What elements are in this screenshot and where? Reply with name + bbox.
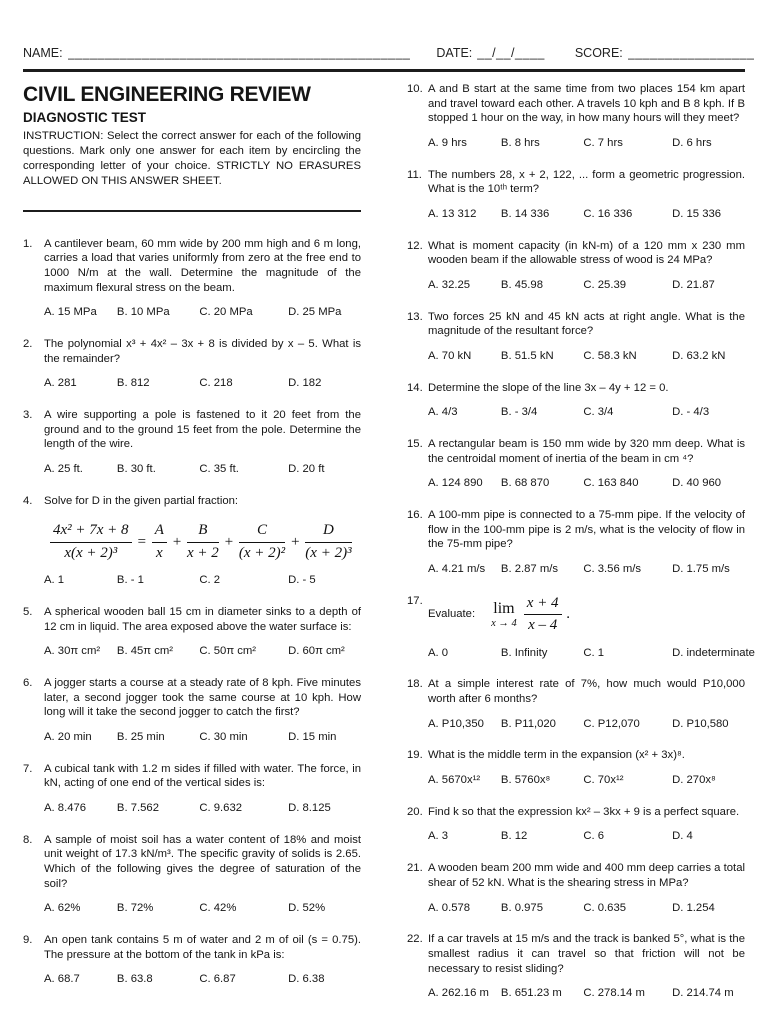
question-text-content: The numbers 28, x + 2, 122, ... form a geometric progression. What is the 10ᵗʰ term? [428, 168, 745, 196]
limit-subscript: x → 4 [491, 618, 517, 630]
math-formula [491, 594, 575, 636]
formula-block [50, 521, 361, 563]
question-body [428, 381, 745, 420]
choice-option: C. P12,070 [583, 717, 640, 730]
choice-option: B. Infinity [500, 646, 548, 659]
question-text-content: If a car travels at 15 m/s and the track is banked 5°, what is the smallest radius it can travel so that friction will not be necessary to resist sliding? [428, 933, 745, 975]
question-text-content: A and B start at the same time from two places 154 km apart and travel toward each other. A travels 10 kph and B 8 kph. If B stopped 1 hour on the way, in how many hours will they meet? [428, 83, 745, 125]
choice-option: B. 2.87 m/s [500, 563, 559, 576]
choice-option: B. 10 MPa [116, 306, 170, 319]
question-number: 3. [23, 409, 33, 421]
fraction [187, 521, 219, 563]
choice-option: C. 30 min [199, 731, 248, 744]
question-body [428, 861, 745, 915]
choices-row [428, 773, 745, 788]
choice-option: B. 0.975 [500, 901, 543, 914]
choice-option: D. P10,580 [672, 717, 729, 730]
name-field [23, 46, 410, 60]
choice-option: D. 6 hrs [672, 137, 712, 150]
question-body [428, 508, 745, 577]
choice-option: D. - 4/3 [672, 406, 710, 419]
math-operator: + [290, 533, 301, 550]
fraction-denominator: (x + 2)³ [305, 544, 352, 561]
question-text [428, 805, 745, 820]
questions-right [407, 82, 755, 1001]
question-text-content: Two forces 25 kN and 45 kN acts at right angle. What is the magnitude of the resultant force? [428, 310, 745, 338]
question-text-content: What is moment capacity (in kN-m) of a 120 mm x 230 mm wooden beam if the allowable stress of wood is 24 MPa? [428, 239, 745, 267]
choice-option: C. 163 840 [583, 477, 639, 490]
choice-option: B. 7.562 [116, 802, 159, 815]
choice-option: B. 63.8 [116, 973, 153, 986]
choice-option: B. 812 [116, 377, 150, 390]
math-formula [50, 521, 352, 563]
choice-option: D. 270x⁸ [672, 774, 716, 787]
question-number: 19. [407, 749, 423, 762]
choice-option: A. 4/3 [428, 406, 458, 419]
choice-option: C. 7 hrs [583, 137, 623, 150]
fraction-numerator: A [152, 521, 167, 543]
math-operator: . [566, 606, 571, 623]
question-text [428, 861, 745, 890]
choice-option: A. 5670x¹² [428, 774, 481, 787]
choice-option: D. 60π cm² [288, 645, 345, 658]
choices-row [44, 644, 361, 659]
fraction [152, 521, 167, 563]
choices-row [428, 278, 745, 293]
choice-option: D. indeterminate [672, 646, 755, 659]
choices-row [44, 462, 361, 477]
question-body [44, 337, 361, 391]
question-text [428, 594, 745, 636]
math-operator: + [223, 533, 234, 550]
score-field [575, 46, 755, 60]
choice-option: D. 8.125 [288, 802, 331, 815]
question-item [407, 594, 755, 661]
question-item [23, 676, 361, 745]
question-text [428, 677, 745, 706]
choice-option: A. 8.476 [44, 802, 87, 815]
choice-option: D. 15 min [288, 731, 337, 744]
choice-option: C. 70x¹² [583, 774, 624, 787]
limit-operator [491, 599, 517, 631]
choices-row [44, 730, 361, 745]
choices-row [428, 349, 745, 364]
fraction-denominator: x – 4 [528, 617, 558, 634]
question-text-content: Determine the slope of the line 3x – 4y + 12 = 0. [428, 381, 669, 394]
question-text [428, 381, 745, 396]
question-body [44, 933, 361, 987]
question-item [23, 408, 361, 477]
question-body [44, 762, 361, 816]
choice-option: A. 25 ft. [44, 463, 83, 476]
questions-left [23, 237, 361, 988]
choice-option: A. 1 [44, 574, 65, 587]
choices-row [44, 801, 361, 816]
choice-option: D. 1.254 [672, 901, 715, 914]
choice-option: D. 4 [672, 830, 693, 843]
choice-option: A. 9 hrs [428, 137, 467, 150]
question-body [428, 437, 745, 491]
question-body [44, 237, 361, 320]
fraction [305, 521, 351, 563]
choices-row [428, 405, 745, 420]
question-item [23, 337, 361, 391]
question-item [23, 605, 361, 659]
fraction-numerator: D [305, 521, 351, 543]
page-title: CIVIL ENGINEERING REVIEW [23, 83, 311, 106]
question-body [44, 408, 361, 477]
choice-option: D. 21.87 [672, 279, 715, 292]
choices-row [44, 305, 361, 320]
question-body [428, 82, 745, 151]
choice-option: D. 25 MPa [288, 306, 342, 319]
date-field [436, 46, 544, 60]
header-rule [23, 69, 745, 72]
question-item [407, 748, 745, 787]
choice-option: B. P11,020 [500, 717, 556, 730]
question-text-content: At a simple interest rate of 7%, how much would P10,000 worth after 6 months? [428, 678, 745, 706]
fraction-numerator: B [187, 521, 219, 543]
choice-option: D. - 5 [288, 574, 316, 587]
choice-option: A. 281 [44, 377, 77, 390]
question-text [44, 676, 361, 720]
choice-option: C. 2 [199, 574, 221, 587]
exam-header [23, 46, 755, 60]
choices-row [44, 376, 361, 391]
question-text-content: A wooden beam 200 mm wide and 400 mm deep carries a total shear of 52 kN. What is the shearing stress in MPa? [428, 862, 745, 889]
question-item [407, 932, 745, 1001]
choices-row [44, 573, 361, 588]
fraction-numerator: 4x² + 7x + 8 [50, 521, 132, 543]
choice-option: B. 51.5 kN [500, 350, 554, 363]
question-number: 6. [23, 677, 33, 690]
question-text [428, 239, 745, 268]
choice-option: C. 218 [199, 377, 233, 390]
choice-option: C. 20 MPa [199, 306, 253, 319]
choice-option: C. 25.39 [583, 279, 627, 292]
choice-option: A. P10,350 [428, 717, 484, 730]
question-item [407, 861, 745, 915]
question-text-content: An open tank contains 5 m of water and 2 m of oil (s = 0.75). The pressure at the bottom of the tank in kPa is: [44, 934, 361, 961]
question-number: 11. [407, 168, 422, 181]
score-blank-line: _________________ [627, 46, 755, 60]
choice-option: B. 72% [116, 902, 154, 915]
question-text [44, 237, 361, 296]
question-item [407, 82, 745, 151]
question-number: 2. [23, 337, 33, 350]
question-text [44, 833, 361, 892]
question-body [44, 605, 361, 659]
question-text-content: The polynomial x³ + 4x² – 3x + 8 is divided by x – 5. What is the remainder? [44, 337, 361, 365]
page-subtitle: DIAGNOSTIC TEST [23, 110, 147, 125]
question-item [23, 237, 361, 320]
question-number: 22. [407, 933, 423, 946]
right-column [407, 82, 755, 1018]
question-number: 16. [407, 509, 423, 522]
choice-option: A. 13 312 [428, 208, 477, 221]
question-body [44, 676, 361, 745]
question-number: 18. [407, 678, 423, 691]
choice-option: D. 6.38 [288, 973, 325, 986]
choices-row [428, 136, 745, 151]
choice-option: A. 15 MPa [44, 306, 97, 319]
choice-option: B. 68 870 [500, 477, 550, 490]
choice-option: A. 4.21 m/s [428, 563, 486, 576]
choice-option: A. 20 min [44, 731, 92, 744]
question-item [407, 310, 745, 364]
question-item [407, 508, 745, 577]
section-divider [23, 210, 361, 212]
question-body [428, 168, 745, 222]
choice-option: A. 32.25 [428, 279, 471, 292]
choice-option: B. - 3/4 [500, 406, 538, 419]
choice-option: D. 15 336 [672, 208, 722, 221]
question-text [44, 408, 361, 452]
question-number: 15. [407, 438, 423, 451]
choice-option: C. 50π cm² [199, 645, 257, 658]
choice-option: C. 16 336 [583, 208, 633, 221]
date-label: DATE: [436, 46, 473, 60]
question-text [44, 933, 361, 962]
question-number: 21. [407, 862, 423, 875]
question-item [407, 168, 745, 222]
question-text-content: Evaluate: [428, 608, 476, 621]
question-text [44, 494, 361, 509]
choices-row [428, 901, 745, 916]
fraction [239, 521, 285, 563]
question-text-content: A rectangular beam is 150 mm wide by 320 mm deep. What is the centroidal moment of inertia of the beam in cm ⁴? [428, 438, 745, 465]
choice-option: A. 0 [428, 646, 449, 659]
choice-option: C. 3.56 m/s [583, 563, 642, 576]
choice-option: B. 14 336 [500, 208, 550, 221]
question-item [23, 933, 361, 987]
choice-option: B. 651.23 m [500, 987, 562, 1000]
question-text-content: What is the middle term in the expansion (x² + 3x)⁸. [428, 749, 685, 762]
question-text [428, 748, 745, 763]
choice-option: D. 63.2 kN [672, 350, 726, 363]
question-number: 8. [23, 833, 33, 846]
question-text-content: A wire supporting a pole is fastened to it 20 feet from the ground and to the ground 15 feet from the pole. Determine the length of the wire. [44, 409, 361, 451]
choices-row [428, 717, 745, 732]
question-body [44, 494, 361, 588]
choice-option: C. 42% [199, 902, 237, 915]
question-body [428, 805, 745, 844]
question-number: 10. [407, 83, 423, 95]
question-item [407, 381, 745, 420]
question-number: 13. [407, 310, 423, 323]
question-text [428, 82, 745, 126]
choices-row [428, 986, 745, 1001]
choice-option: D. 20 ft [288, 463, 325, 476]
choice-option: B. 8 hrs [500, 137, 540, 150]
question-body [428, 677, 745, 731]
choice-option: A. 3 [428, 830, 449, 843]
math-operator: + [171, 533, 182, 550]
question-text-content: A spherical wooden ball 15 cm in diameter sinks to a depth of 12 cm in liquid. The area exposed above the water surface is: [44, 606, 361, 633]
question-text [428, 508, 745, 552]
question-number: 7. [23, 762, 33, 775]
question-number: 4. [23, 494, 33, 507]
choices-row [428, 829, 745, 844]
choice-option: C. 9.632 [199, 802, 243, 815]
choice-option: A. 124 890 [428, 477, 483, 490]
question-item [23, 833, 361, 916]
question-body [44, 833, 361, 916]
question-number: 20. [407, 805, 423, 818]
choice-option: A. 68.7 [44, 973, 80, 986]
choice-option: B. 45π cm² [116, 645, 174, 658]
question-number: 9. [23, 934, 33, 947]
choice-option: B. 12 [500, 830, 528, 843]
question-number: 5. [23, 606, 33, 619]
choice-option: B. 45.98 [500, 279, 543, 292]
question-body [428, 239, 745, 293]
fraction-denominator: x + 2 [186, 544, 219, 561]
choice-option: A. 62% [44, 902, 81, 915]
fraction-numerator: x + 4 [524, 594, 562, 616]
fraction-denominator: x [155, 544, 163, 561]
question-item [407, 677, 745, 731]
choice-option: A. 262.16 m [428, 987, 489, 1000]
fraction-numerator: C [239, 521, 285, 543]
choices-row [44, 901, 361, 916]
question-text-content: A jogger starts a course at a steady rate of 8 kph. Five minutes later, a second jogger took the same course at 10 kph. How long will it take the second jogger to catch the first? [44, 677, 361, 719]
choice-option: B. 5760x⁸ [500, 774, 551, 787]
question-text [44, 605, 361, 634]
choice-option: A. 30π cm² [44, 645, 101, 658]
choice-option: A. 0.578 [428, 901, 471, 914]
choice-option: D. 214.74 m [672, 987, 734, 1000]
question-text [428, 168, 745, 197]
two-column-layout [23, 82, 755, 1018]
question-text-content: A cantilever beam, 60 mm wide by 200 mm high and 6 m long, carries a load that varies uniformly from zero at the free end to 1000 N/m at the wall. Determine the magnitude of the maximum flexural stress on the beam. [44, 237, 361, 294]
name-label: NAME: [23, 46, 63, 60]
choice-option: B. - 1 [116, 574, 144, 587]
choice-option: C. 278.14 m [583, 987, 645, 1000]
question-text [428, 932, 745, 976]
choices-row [428, 562, 745, 577]
choice-option: C. 6 [583, 830, 605, 843]
question-item [407, 437, 745, 491]
choices-row [44, 972, 361, 987]
choice-option: D. 1.75 m/s [672, 563, 730, 576]
choice-option: D. 182 [288, 377, 322, 390]
instruction-text: INSTRUCTION: Select the correct answer for each of the following questions. Mark only one answer for each item by encircling the corresponding letter of your choice. STRICTLY NO ERASURES ALLOWED ON THIS ANSWER SHEET. [23, 130, 361, 187]
math-operator: = [136, 533, 147, 550]
choice-option: A. 70 kN [428, 350, 472, 363]
question-item [23, 762, 361, 816]
choices-row [428, 476, 745, 491]
choice-option: B. 25 min [116, 731, 165, 744]
question-text [44, 762, 361, 791]
question-item [23, 494, 361, 588]
score-label: SCORE: [574, 46, 623, 60]
question-number: 14. [407, 381, 423, 394]
date-blank-line: __/__/____ [477, 46, 545, 60]
question-text [44, 337, 361, 366]
question-item [407, 239, 745, 293]
question-text-content: A sample of moist soil has a water content of 18% and moist unit weight of 17.3 kN/m³. The specific gravity of solids is 2.65. Which of the following gives the degree of saturation of the soil? [44, 833, 361, 890]
question-number: 1. [23, 237, 33, 250]
fraction [524, 594, 562, 636]
left-column [23, 82, 361, 1018]
question-body [428, 310, 745, 364]
question-text-content: Find k so that the expression kx² – 3kx + 9 is a perfect square. [428, 805, 740, 818]
choices-row [428, 207, 745, 222]
question-body [428, 594, 755, 661]
choice-option: C. 58.3 kN [583, 350, 637, 363]
choice-option: C. 3/4 [583, 406, 614, 419]
choices-row [428, 646, 755, 661]
question-text-content: A 100-mm pipe is connected to a 75-mm pipe. If the velocity of flow in the 100-mm pipe is 2 m/s, what is the velocity of flow in the 75-mm pipe? [428, 509, 745, 551]
choice-option: C. 1 [583, 646, 605, 659]
fraction [50, 521, 132, 563]
choice-option: B. 30 ft. [116, 463, 156, 476]
question-number: 12. [407, 239, 423, 252]
choice-option: C. 6.87 [199, 973, 236, 986]
question-body [428, 748, 745, 787]
choice-option: C. 35 ft. [199, 463, 239, 476]
question-body [428, 932, 745, 1001]
question-text [428, 310, 745, 339]
question-number: 17. [407, 594, 423, 607]
limit-label: lim [493, 599, 515, 617]
choice-option: C. 0.635 [583, 901, 627, 914]
choice-option: D. 52% [288, 902, 326, 915]
question-item [407, 805, 745, 844]
question-text [428, 437, 745, 466]
choice-option: D. 40 960 [672, 477, 722, 490]
name-blank-line: ______________________________________________ [67, 46, 411, 60]
fraction-denominator: x(x + 2)³ [64, 544, 118, 561]
fraction-denominator: (x + 2)² [238, 544, 286, 561]
question-text-content: Solve for D in the given partial fraction: [44, 494, 239, 507]
question-text-content: A cubical tank with 1.2 m sides if filled with water. The force, in kN, acting of one end of the vertical sides is: [44, 762, 361, 790]
